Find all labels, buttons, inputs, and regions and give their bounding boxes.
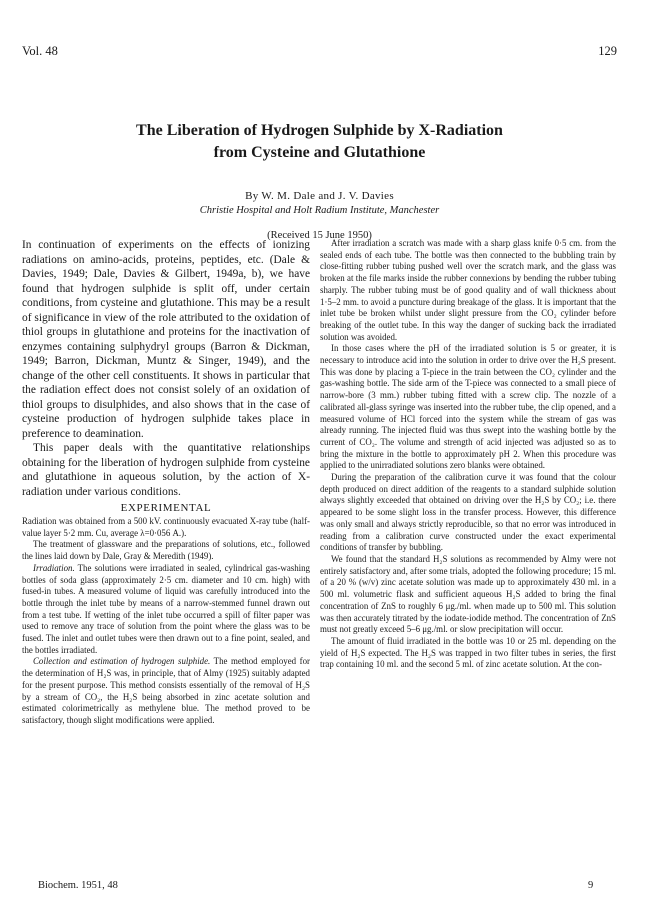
article-title [22,120,617,164]
volume-label: Vol. 48 [22,44,58,58]
intro-paragraph: In continuation of experiments on the effects of ionizing radiations on amino-acids, proteins, peptides, etc. (Dale & Davies, 1949; Dale, Davies & Gilbert, 1949a, b), we have found that hydrogen sulphide is split off, under certain conditions, from cysteine and glutathione. This may be a result of significance in view of the role attributed to the oxidation of thiol groups in glutathione and proteins for the inactivation of enzymes containing sulphydryl groups (Barron & Dickman, 1949; Barron, Dickman, Muntz & Singer, 1949), and the change of the other cell constituents. It shows in particular that the radiation effect does not consist solely of an oxidation of thiol groups to disulphides, and also shows that in the case of cysteine production of hydrogen sulphide takes place in preference to deamination. [22,239,310,440]
received-date: (Received 15 June 1950) [267,230,372,241]
title-block [22,120,617,241]
irradiation-paragraph [22,563,310,657]
title-line-2: from Cysteine and Glutathione [213,144,426,161]
page-number: 129 [598,44,617,58]
experimental-paragraph: Radiation was obtained from a 500 kV. continuously evacuated X-ray tube (half-value layer 5·2 mm. Cu, average λ=0·056 A.). [22,516,310,538]
intro-paragraph: This paper deals with the quantitative relationships obtaining for the liberation of hydrogen sulphide from cysteine and glutathione in aqueous solution, by the action of X-radiation under various conditions. [22,442,310,498]
collection-heading: Collection and estimation of hydrogen sulphide. [33,656,211,667]
signature-mark: 9 [588,880,594,891]
body-paragraph: During the preparation of the calibration curve it was found that the colour depth produced on direct addition of the reagents to a standard sulphide solution always slightly exceeded that obtained on driving over the H₂S by CO₂; i.e. there appeared to be some slight loss in the transfer process. However, this difference was only small and always strictly reproducible, so that no error was introduced in reading from a calibration curve constructed under the exact experimental conditions of transfer by bubbling. [320,472,616,553]
experimental-paragraph: The treatment of glassware and the preparations of solutions, etc., followed the lines laid down by Dale, Gray & Meredith (1949). [22,539,310,562]
body-paragraph: We found that the standard H₂S solutions as recommended by Almy were not entirely satisfactory and, after some trials, adopted the following procedure; 15 ml. of a 20 % (w/v) zinc acetate solution was made up to approximately 430 ml. in a 500 ml. volumetric flask and sufficient aqueous H₂S added to bring the final concentration of ZnS to roughly 6 μg./ml. when made up to 500 ml. This solution was then accurately titrated by the iodate-iodide method. The concentration of ZnS must not greatly exceed 5–6 μg./ml. or slow precipitation will occur. [320,553,616,635]
journal-footer: Biochem. 1951, 48 [38,880,118,891]
title-line-1: The Liberation of Hydrogen Sulphide by X-Radiation [136,122,503,139]
body-paragraph: The amount of fluid irradiated in the bottle was 10 or 25 ml. depending on the yield of H₂S expected. The H₂S was trapped in two filter tubes in series, the first trap containing 10 ml. and the second 5 ml. of zinc acetate solution. At the con- [320,635,616,670]
body-paragraph: In those cases where the pH of the irradiated solution is 5 or greater, it is necessary to introduce acid into the solution in order to drive over the H₂S present. This was done by placing a T-piece in the train between the CO₂ cylinder and the gas-washing bottle. The side arm of the T-piece was connected to a small piece of narrow-bore (3 mm.) rubber tubing fitted with a screw clip. The nozzle of a calibrated all-glass syringe was inserted into the rubber tube, the clip opened, and a measured volume of HCl forced into the system while the stream of gas was already running. The injected fluid was thus swept into the washing bottle by the current of CO₂. The volume and strength of acid injected was adjusted so as to bring the mixture in the bottle to approximately pH 2. When this procedure was applied to the unirradiated solutions zero blanks were obtained. [320,343,616,471]
affiliation: Christie Hospital and Holt Radium Institute, Manchester [199,205,440,216]
irradiation-heading: Irradiation. [33,562,75,573]
right-column [320,238,616,671]
collection-paragraph [22,656,310,726]
body-paragraph: After irradiation a scratch was made with a sharp glass knife 0·5 cm. from the sealed ends of each tube. The bottle was then connected to the bubbling train by close-fitting rubber tubing pushed well over the scratch mark, and the glass was broken at the file marks inside the rubber connexions by bending the rubber tubing sharply. The rubber tubing must be of good quality and of wall thickness about 1·5–2 mm. to avoid a puncture during breakage of the glass. It is important that the inlet tube be broken whilst under slight pressure from the CO₂ cylinder before breaking of the outlet tube. In this way the danger of sucking back the irradiated solution was avoided. [320,238,616,342]
collection-text: The method employed for the determination of H₂S was, in principle, that of Almy (1925) suitably adapted for the present purpose. This method consists essentially of the removal of H₂S by a stream of CO₂, the H₂S being absorbed in zinc acetate solution and estimated colorimetrically as methylene blue. The method proved to be satisfactory, though slight modifications were applied. [22,656,310,725]
left-column [22,238,310,727]
irradiation-text: The solutions were irradiated in sealed, cylindrical gas-washing bottles of soda glass (approximately 2·5 cm. diameter and 10 cm. high) with fused-in tubes. A measured volume of liquid was carefully introduced into the bottle through the inlet tube by means of a narrow-stemmed funnel drawn out from a test tube. If wetting of the inlet tube occurred a spill of filter paper was used to remove any trace of solution from the point where the glass was to be fused. The inlet and outlet tubes were then drawn out to a fine point, sealed, and the bottles irradiated. [22,562,310,655]
section-heading: EXPERIMENTAL [120,502,212,514]
authors: By W. M. Dale and J. V. Davies [245,190,394,202]
